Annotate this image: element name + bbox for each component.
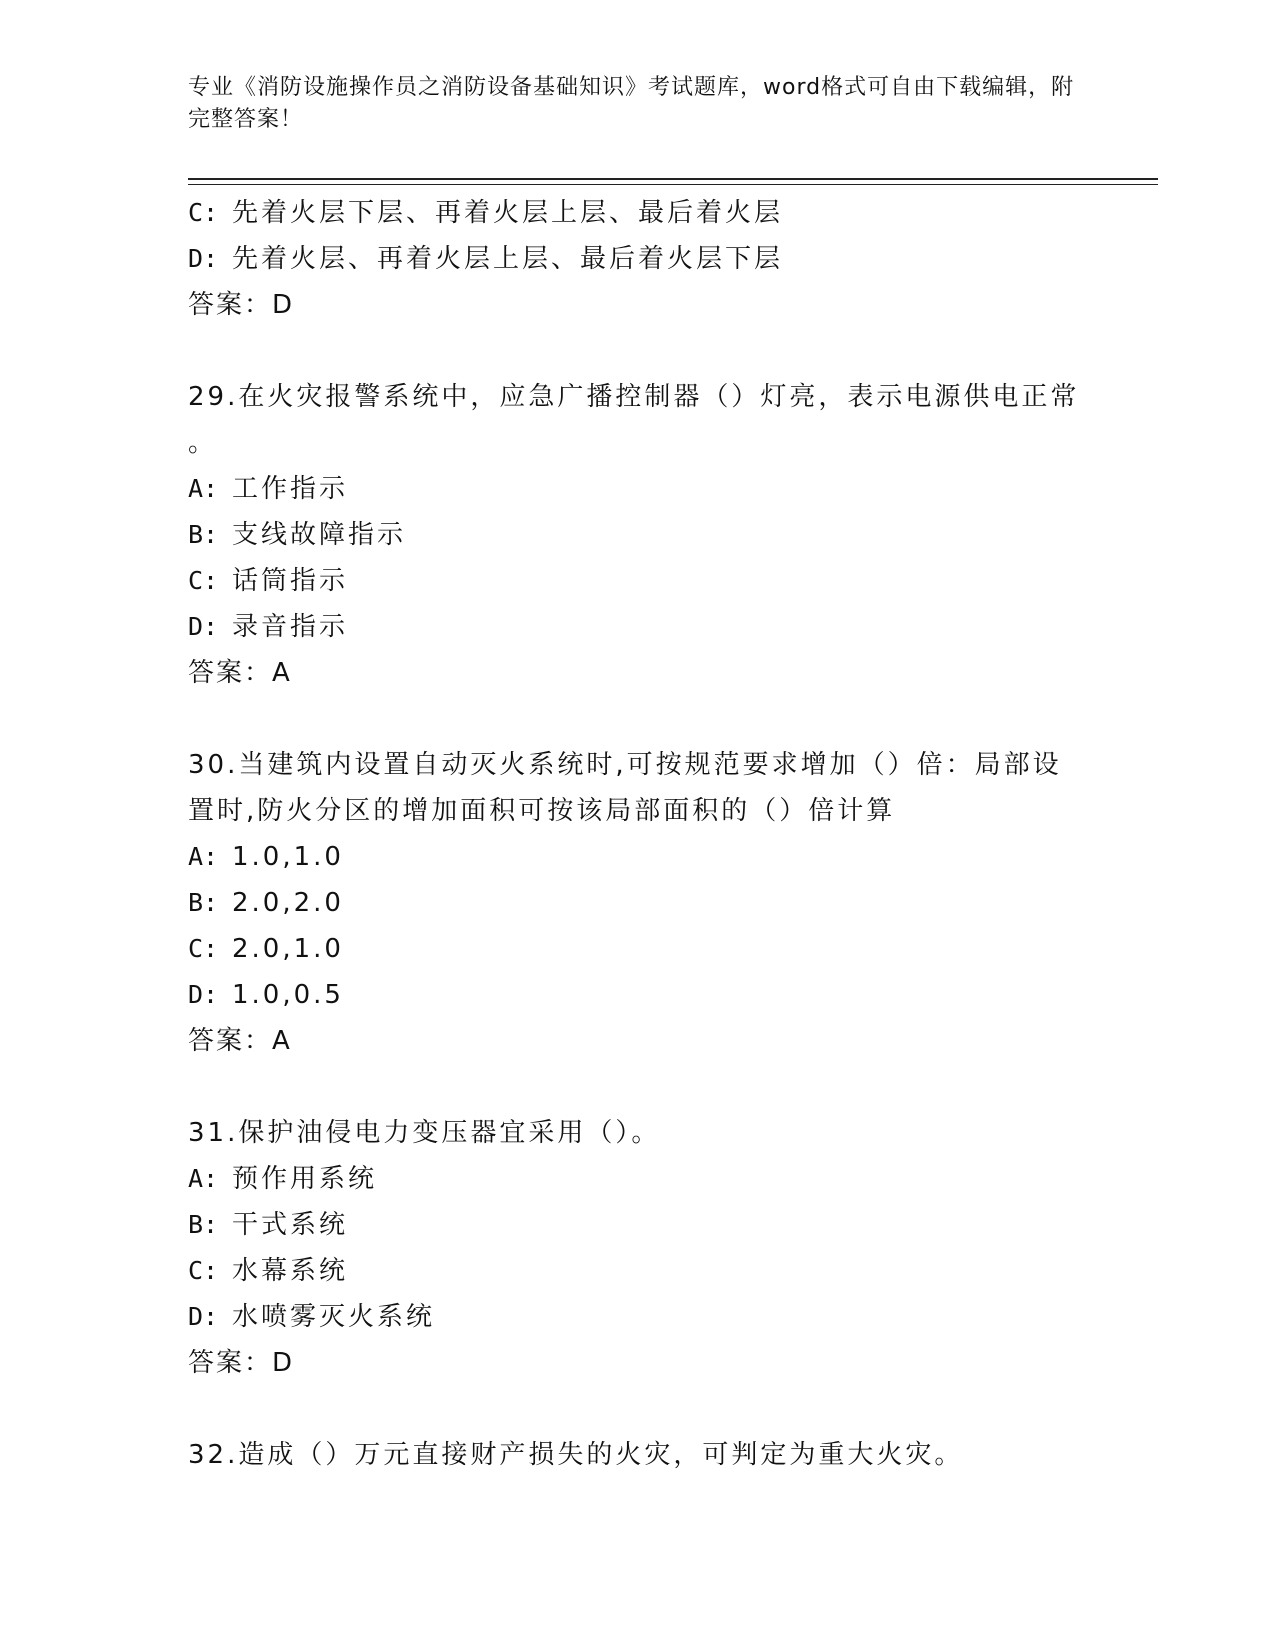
option-text: 工作指示 — [232, 474, 349, 504]
question-content — [188, 190, 1088, 1478]
option-letter: C: — [188, 198, 219, 227]
option-letter: C: — [188, 566, 219, 595]
option-text: 先着火层下层、再着火层上层、最后着火层 — [232, 198, 784, 228]
question-29 — [188, 374, 1088, 696]
option-text: 1.0,0.5 — [232, 980, 344, 1010]
answer-line: 答案：A — [188, 1026, 292, 1056]
question-stem: 32.造成（）万元直接财产损失的火灾，可判定为重大火灾。 — [188, 1440, 964, 1470]
question-stem-continued: 。 — [188, 428, 218, 458]
option-text: 预作用系统 — [232, 1164, 378, 1194]
spacer — [188, 1386, 1088, 1432]
option-a — [188, 1156, 1088, 1202]
option-letter: B: — [188, 520, 219, 549]
option-b — [188, 1202, 1088, 1248]
option-c — [188, 926, 1088, 972]
option-text: 干式系统 — [232, 1210, 349, 1240]
spacer — [188, 1064, 1088, 1110]
option-d — [188, 236, 1088, 282]
option-letter: A: — [188, 474, 219, 503]
option-d — [188, 604, 1088, 650]
option-letter: A: — [188, 1164, 219, 1193]
option-c — [188, 1248, 1088, 1294]
option-text: 先着火层、再着火层上层、最后着火层下层 — [232, 244, 784, 274]
option-letter: A: — [188, 842, 219, 871]
question-stem-continued: 置时,防火分区的增加面积可按该局部面积的（）倍计算 — [188, 796, 896, 826]
option-letter: D: — [188, 244, 219, 273]
option-c — [188, 558, 1088, 604]
spacer — [188, 328, 1088, 374]
option-letter: B: — [188, 1210, 219, 1239]
header-divider-thin — [188, 184, 1158, 185]
option-b — [188, 512, 1088, 558]
answer-line: 答案：A — [188, 658, 292, 688]
option-a — [188, 834, 1088, 880]
option-letter: C: — [188, 934, 219, 963]
question-stem: 30.当建筑内设置自动灭火系统时,可按规范要求增加（）倍：局部设 — [188, 750, 1062, 780]
option-letter: B: — [188, 888, 219, 917]
option-text: 水幕系统 — [232, 1256, 349, 1286]
question-31 — [188, 1110, 1088, 1386]
question-stem: 31.保护油侵电力变压器宜采用（）。 — [188, 1118, 661, 1148]
option-text: 支线故障指示 — [232, 520, 407, 550]
option-d — [188, 972, 1088, 1018]
header-divider-thick — [188, 178, 1158, 180]
option-letter: D: — [188, 980, 219, 1009]
option-text: 水喷雾灭火系统 — [232, 1302, 436, 1332]
question-stem: 29.在火灾报警系统中，应急广播控制器（）灯亮，表示电源供电正常 — [188, 382, 1080, 412]
answer-line: 答案：D — [188, 290, 295, 320]
option-d — [188, 1294, 1088, 1340]
answer-line: 答案：D — [188, 1348, 295, 1378]
question-30 — [188, 742, 1088, 1064]
option-letter: D: — [188, 612, 219, 641]
option-text: 话筒指示 — [232, 566, 349, 596]
document-header: 专业《消防设施操作员之消防设备基础知识》考试题库，word格式可自由下载编辑，附完整答案！ — [188, 75, 1075, 132]
question-28 — [188, 190, 1088, 328]
option-text: 2.0,2.0 — [232, 888, 344, 918]
option-text: 1.0,1.0 — [232, 842, 344, 872]
option-letter: D: — [188, 1302, 219, 1331]
option-text: 2.0,1.0 — [232, 934, 344, 964]
spacer — [188, 696, 1088, 742]
question-32 — [188, 1432, 1088, 1478]
option-c — [188, 190, 1088, 236]
option-letter: C: — [188, 1256, 219, 1285]
option-a — [188, 466, 1088, 512]
option-b — [188, 880, 1088, 926]
option-text: 录音指示 — [232, 612, 349, 642]
